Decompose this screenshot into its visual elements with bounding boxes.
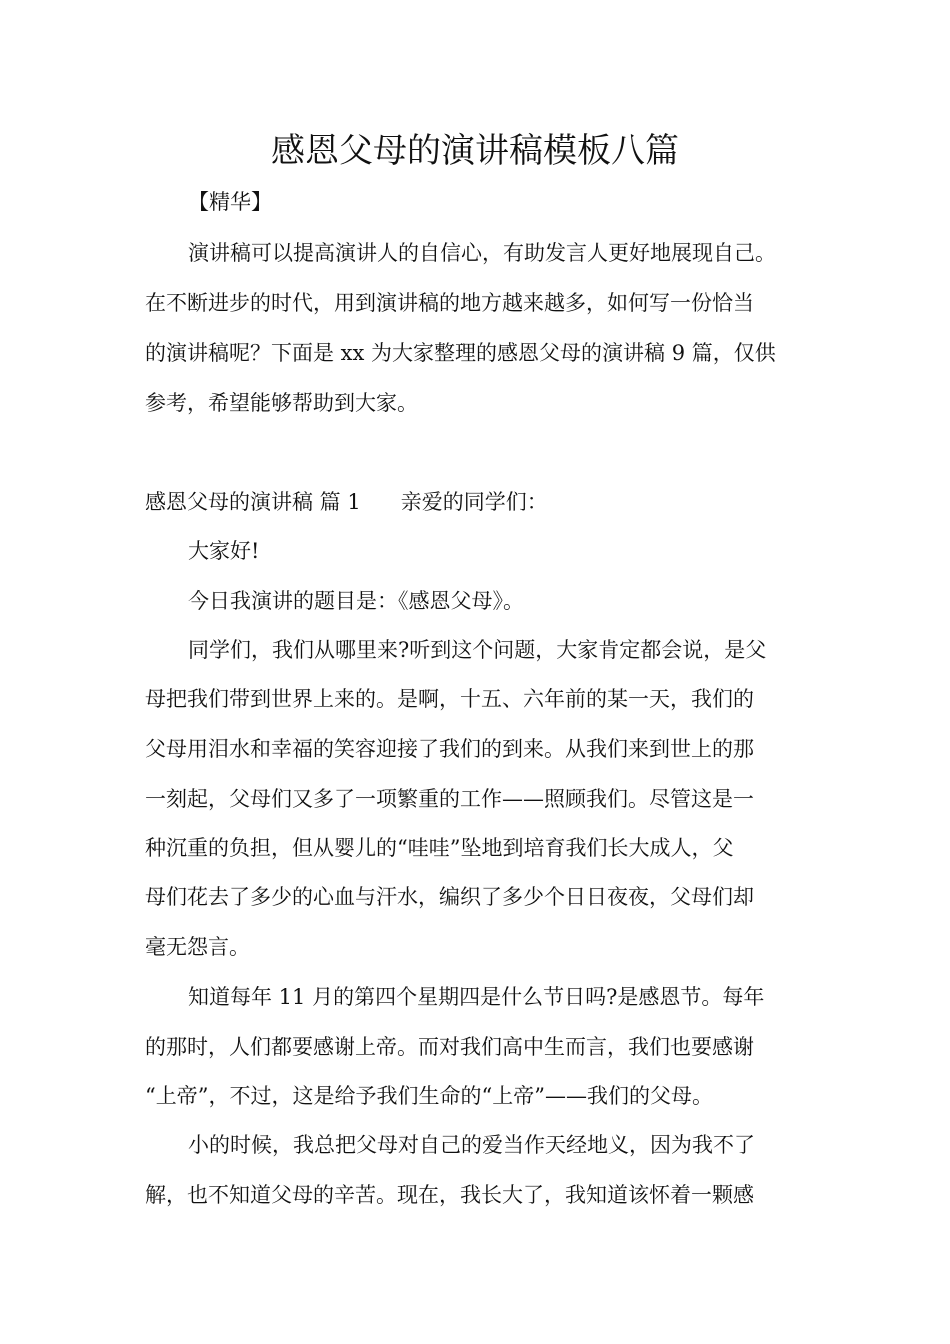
- body-line: 父母用泪水和幸福的笑容迎接了我们的到来。从我们来到世上的那: [145, 737, 754, 761]
- body-line: 母们花去了多少的心血与汗水，编织了多少个日日夜夜，父母们却: [145, 885, 754, 909]
- body-line: 一刻起，父母们又多了一项繁重的工作——照顾我们。尽管这是一: [145, 787, 754, 811]
- body-line: 解，也不知道父母的辛苦。现在，我长大了，我知道该怀着一颗感: [145, 1183, 754, 1207]
- speech-topic: 今日我演讲的题目是：《感恩父母》。: [188, 589, 524, 613]
- body-line: “上帝”，不过，这是给予我们生命的“上帝”——我们的父母。: [145, 1084, 713, 1108]
- body-line: 种沉重的负担，但从婴儿的“哇哇”坠地到培育我们长大成人，父: [145, 836, 734, 860]
- body-line: 小的时候，我总把父母对自己的爱当作天经地义，因为我不了: [188, 1133, 755, 1157]
- intro-line: 参考，希望能够帮助到大家。: [145, 391, 418, 415]
- greeting: 大家好!: [188, 539, 260, 563]
- body-line: 母把我们带到世界上来的。是啊，十五、六年前的某一天，我们的: [145, 687, 754, 711]
- section-heading-line: [145, 487, 825, 517]
- intro-line: 的演讲稿呢？下面是 xx 为大家整理的感恩父母的演讲稿 9 篇，仅供: [145, 341, 776, 365]
- essence-tag: 【精华】: [188, 190, 272, 214]
- body-line: 毫无怨言。: [145, 935, 250, 959]
- section-heading: 感恩父母的演讲稿 篇 1: [145, 490, 361, 514]
- intro-line: 在不断进步的时代，用到演讲稿的地方越来越多，如何写一份恰当: [145, 291, 754, 315]
- body-line: 的那时，人们都要感谢上帝。而对我们高中生而言，我们也要感谢: [145, 1035, 754, 1059]
- salutation: 亲爱的同学们：: [400, 490, 548, 514]
- intro-line: 演讲稿可以提高演讲人的自信心，有助发言人更好地展现自己。: [188, 241, 776, 265]
- body-line: 同学们，我们从哪里来?听到这个问题，大家肯定都会说，是父: [188, 638, 767, 662]
- document-title: 感恩父母的演讲稿模板八篇: [271, 131, 679, 171]
- body-line: 知道每年 11 月的第四个星期四是什么节日吗?是感恩节。每年: [188, 985, 765, 1009]
